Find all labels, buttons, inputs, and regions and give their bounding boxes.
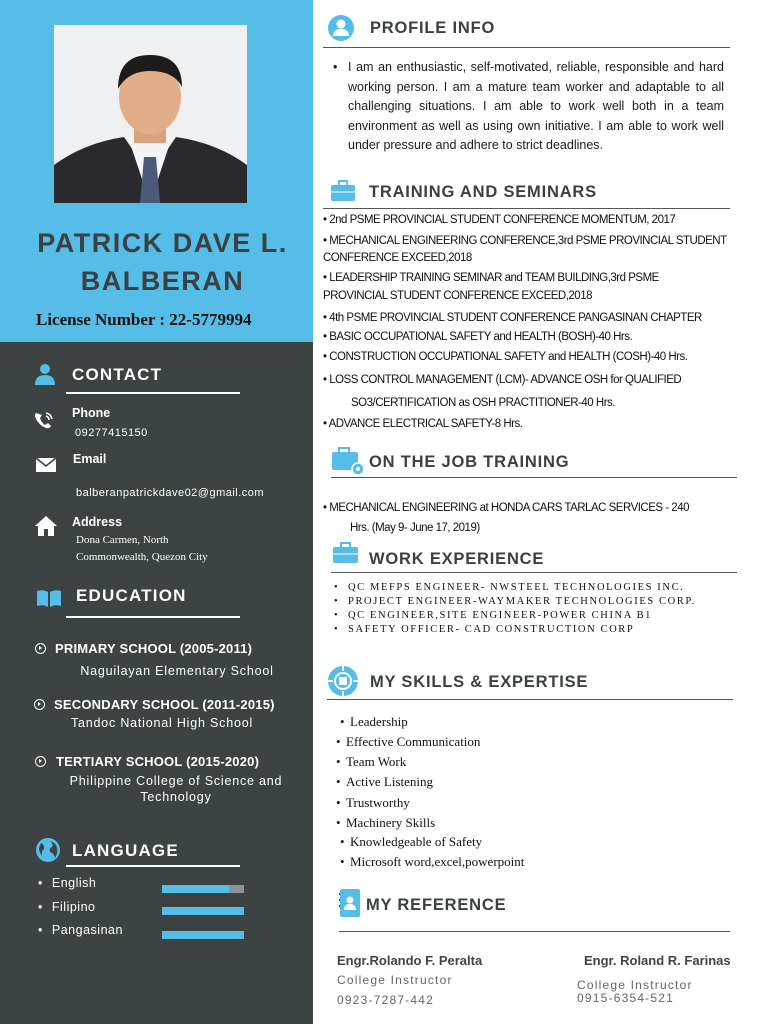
email-label: Email (73, 452, 107, 466)
phone-value[interactable]: 09277415150 (75, 427, 148, 439)
home-icon (34, 515, 58, 537)
briefcase-gear-icon (331, 446, 365, 476)
skill-item: • Active Listening (346, 774, 433, 790)
play-circle-icon (34, 699, 45, 710)
training-line: • 4th PSME PROVINCIAL STUDENT CONFERENCE PANGASINAN CHAPTER (323, 312, 702, 324)
briefcase-icon (330, 180, 356, 202)
language-english-bar (162, 885, 244, 893)
training-line: • BASIC OCCUPATIONAL SAFETY and HEALTH (BOSH)-40 Hrs. (323, 331, 633, 343)
training-heading: TRAINING AND SEMINARS (369, 183, 597, 201)
training-line: • CONSTRUCTION OCCUPATIONAL SAFETY and HEALTH (COSH)-40 Hrs. (323, 351, 688, 363)
education-tertiary-school-line-1: Philippine College of Science and (69, 774, 283, 788)
training-line: • ADVANCE ELECTRICAL SAFETY-8 Hrs. (323, 418, 523, 430)
reference-role-1: College Instructor (337, 973, 453, 987)
training-line: • LEADERSHIP TRAINING SEMINAR and TEAM BUILDING,3rd PSME (323, 272, 659, 284)
skill-item: • Trustworthy (346, 795, 410, 811)
ojt-line-1: • MECHANICAL ENGINEERING at HONDA CARS TARLAC SERVICES - 240 (323, 502, 689, 514)
address-label: Address (72, 515, 123, 529)
address-line-2: Commonwealth, Quezon City (76, 551, 208, 563)
skills-heading: MY SKILLS & EXPERTISE (370, 673, 589, 691)
language-divider (66, 865, 240, 867)
contact-heading: CONTACT (72, 365, 163, 384)
name-line-2: BALBERAN (80, 266, 245, 296)
language-pangasinan: • Pangasinan (38, 923, 123, 937)
profile-icon (327, 14, 355, 42)
language-heading: LANGUAGE (72, 841, 179, 860)
training-divider (323, 208, 730, 209)
skill-item: • Team Work (346, 754, 406, 770)
training-line: • MECHANICAL ENGINEERING CONFERENCE,3rd PSME PROVINCIAL STUDENT (323, 235, 727, 247)
training-line: • LOSS CONTROL MANAGEMENT (LCM)- ADVANCE OSH for QUALIFIED (323, 374, 682, 386)
reference-heading: MY REFERENCE (366, 896, 507, 914)
profile-heading: PROFILE INFO (370, 19, 496, 37)
education-primary-school: Naguilayan Elementary School (80, 664, 274, 678)
reference-phone-2[interactable]: 0915-6354-521 (577, 991, 675, 1005)
education-tertiary-school-line-2: Technology (140, 790, 212, 804)
language-pangasinan-bar (162, 931, 244, 939)
contact-divider (66, 392, 240, 394)
phone-label: Phone (72, 406, 111, 420)
language-english: • English (38, 876, 96, 890)
profile-photo (54, 25, 247, 203)
education-tertiary-title: TERTIARY SCHOOL (2015-2020) (56, 754, 260, 769)
globe-icon (35, 837, 61, 863)
license-number: License Number : 22-5779994 (36, 310, 252, 329)
work-item: • PROJECT ENGINEER-WAYMAKER TECHNOLOGIES CORP. (348, 596, 696, 607)
name-line-1: PATRICK DAVE L. (37, 228, 288, 258)
candidate-name (0, 224, 313, 300)
education-divider (66, 616, 240, 618)
work-divider (331, 572, 737, 573)
work-item: • SAFETY OFFICER- CAD CONSTRUCTION CORP (348, 624, 634, 635)
education-secondary-school: Tandoc National High School (70, 716, 254, 730)
phone-icon (33, 410, 55, 430)
sidebar (0, 0, 313, 1024)
address-line-1: Dona Carmen, North (76, 534, 169, 546)
reference-name-2: Engr. Roland R. Farinas (584, 953, 731, 968)
education-primary-title: PRIMARY SCHOOL (2005-2011) (55, 641, 253, 656)
training-line: PROVINCIAL STUDENT CONFERENCE EXCEED,2018 (323, 290, 592, 302)
ojt-heading: ON THE JOB TRAINING (369, 453, 570, 471)
skill-item: • Effective Communication (346, 734, 480, 750)
profile-text: • I am an enthusiastic, self-motivated, reliable, responsible and hard working person. I am a mature team worker and adaptable to all challenging situations. I am able to work well both in a team environment as well as using own initiative. I am able to work well under pressure and adhere to strict deadlines. (332, 58, 724, 156)
language-filipino-bar-fill (162, 907, 244, 915)
education-secondary-title: SECONDARY SCHOOL (2011-2015) (54, 697, 275, 712)
skill-item: • Knowledgeable of Safety (350, 834, 482, 850)
language-filipino: • Filipino (38, 900, 96, 914)
email-value[interactable]: balberanpatrickdave02@gmail.com (76, 487, 265, 499)
work-item: • QC ENGINEER,SITE ENGINEER-POWER CHINA B1 (348, 610, 652, 621)
reference-divider (339, 931, 730, 932)
skill-item: • Microsoft word,excel,powerpoint (350, 854, 524, 870)
language-pangasinan-bar-fill (162, 931, 244, 939)
work-briefcase-icon (332, 542, 359, 564)
person-icon (34, 363, 56, 385)
skills-divider (327, 699, 733, 700)
open-book-icon (36, 588, 62, 608)
skill-item: • Machinery Skills (346, 815, 435, 831)
skill-item: • Leadership (350, 714, 408, 730)
profile-divider (323, 47, 730, 48)
reference-contact-icon (339, 888, 361, 918)
training-line: CONFERENCE EXCEED,2018 (323, 252, 472, 264)
reference-role-2: College Instructor (577, 978, 693, 992)
training-line: SO3/CERTIFICATION as OSH PRACTITIONER-40 Hrs. (351, 397, 615, 409)
reference-name-1: Engr.Rolando F. Peralta (337, 953, 483, 968)
ojt-line-2: Hrs. (May 9- June 17, 2019) (350, 522, 480, 534)
work-heading: WORK EXPERIENCE (369, 550, 545, 568)
skills-target-icon (327, 665, 359, 697)
play-circle-icon (35, 643, 46, 654)
ojt-divider (331, 477, 737, 478)
email-icon (35, 455, 57, 473)
work-item: • QC MEFPS ENGINEER- NWSTEEL TECHNOLOGIES INC. (348, 582, 684, 593)
language-filipino-bar (162, 907, 244, 915)
education-heading: EDUCATION (76, 586, 187, 605)
play-circle-icon (35, 756, 46, 767)
language-english-bar-fill (162, 885, 229, 893)
training-line: • 2nd PSME PROVINCIAL STUDENT CONFERENCE MOMENTUM, 2017 (323, 214, 676, 226)
reference-phone-1[interactable]: 0923-7287-442 (337, 993, 435, 1007)
